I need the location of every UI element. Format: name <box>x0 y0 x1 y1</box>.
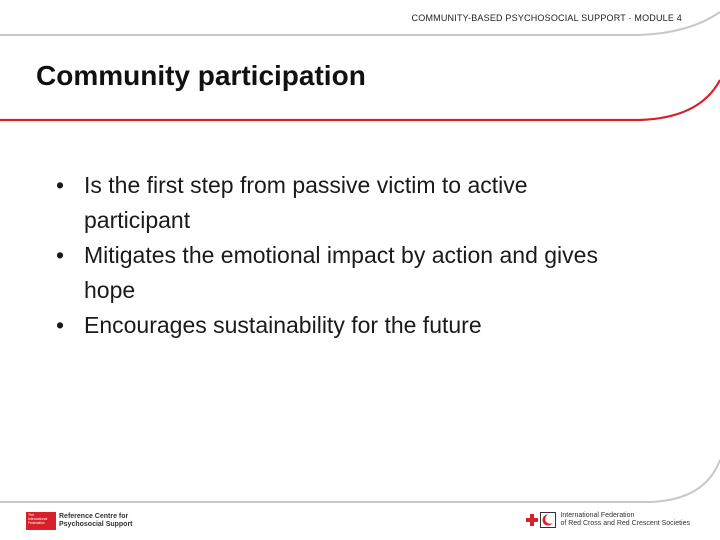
reference-centre-logo <box>26 512 133 530</box>
module-header: COMMUNITY-BASED PSYCHOSOCIAL SUPPORT · MODULE 4 <box>411 13 682 23</box>
red-cross-icon <box>524 512 540 528</box>
reference-centre-line1: Reference Centre for <box>59 513 129 520</box>
bullet-text: Mitigates the emotional impact by action and gives hope <box>84 242 598 303</box>
ifrc-emblems <box>524 512 556 528</box>
slide-title: Community participation <box>36 60 366 91</box>
ifrc-line1: International Federation <box>560 512 635 519</box>
bullet-icon: • <box>56 312 65 338</box>
reference-centre-text <box>59 513 133 529</box>
red-crescent-icon <box>540 512 556 528</box>
reference-centre-logo-mark: The International Federation <box>26 512 56 530</box>
bullet-text: Is the first step from passive victim to active participant <box>84 172 528 233</box>
bullet-item <box>56 168 616 238</box>
bullet-list <box>56 168 616 343</box>
bullet-icon: • <box>56 242 65 268</box>
ifrc-text <box>560 512 690 528</box>
bullet-item <box>56 238 616 308</box>
ifrc-logo <box>524 512 690 528</box>
bullet-icon: • <box>56 172 65 198</box>
reference-centre-line2: Psychosocial Support <box>59 521 133 528</box>
bullet-text: Encourages sustainability for the future <box>84 312 482 338</box>
ifrc-line2: of Red Cross and Red Crescent Societies <box>560 520 690 527</box>
bullet-item <box>56 308 616 343</box>
